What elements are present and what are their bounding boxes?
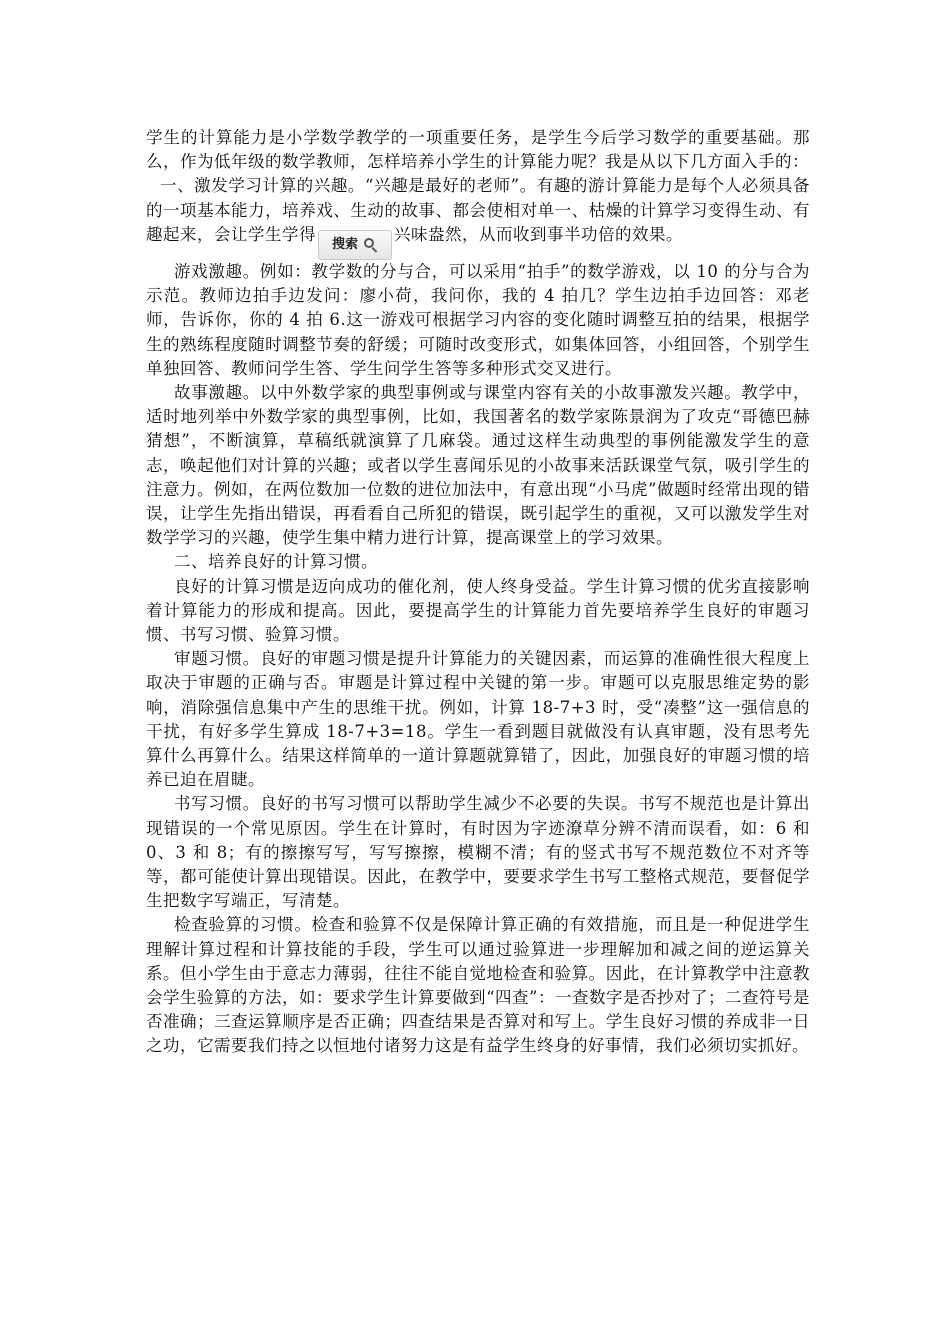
- review-paragraph: 审题习惯。良好的审题习惯是提升计算能力的关键因素，而运算的准确性很大程度上取决于审题的正确与否。审题是计算过程中关键的第一步。审题可以克服思维定势的影响，消除强信息集中产生的思维干扰。例如，计算 18-7+3 时，受“凑整”这一强信息的干扰，有好多学生算成 18-7+3=18。学生一看到题目就做没有认真审题，没有思考先算什么再算什么。结果这样简单的一道计算题就算错了，因此，加强良好的审题习惯的培养已迫在眉睫。: [146, 649, 810, 790]
- section1-paragraph: [146, 174, 810, 260]
- search-button[interactable]: [318, 230, 392, 260]
- section1-text-before: 一、激发学习计算的兴趣。“兴趣是最好的老师”。有趣的游计算能力是每个人必须具备的一项基本能力，培养戏、生动的故事、都会使相对单一、枯燥的计算学习变得生动、有趣起来，会让学生学得: [146, 176, 810, 244]
- game-paragraph: 游戏激趣。例如：教学数的分与合，可以采用“拍手”的数学游戏，以 10 的分与合为示范。教师边拍手边发问：廖小荷，我问你，我的 4 拍几？学生边拍手边回答：邓老师，告诉你，你的 4 拍 6.这一游戏可根据学习内容的变化随时调整互拍的结果，根据学生的熟练程度随时调整节奏的舒缓；可随时改变形式，如集体回答，小组回答，个别学生单独回答、教师问学生答、学生问学生答等多种形式交叉进行。: [146, 261, 810, 378]
- document-body: [146, 126, 810, 1059]
- habit-paragraph: 良好的计算习惯是迈向成功的催化剂，使人终身受益。学生计算习惯的优劣直接影响着计算能力的形成和提高。因此，要提高学生的计算能力首先要培养学生良好的审题习惯、书写习惯、验算习惯。: [146, 576, 810, 644]
- check-paragraph: 检查验算的习惯。检查和验算不仅是保障计算正确的有效措施，而且是一种促进学生理解计算过程和计算技能的手段，学生可以通过验算进一步理解加和减之间的逆运算关系。但小学生由于意志力薄弱，往往不能自觉地检查和验算。因此，在计算教学中注意教会学生验算的方法，如：要求学生计算要做到“四查”：一查数字是否抄对了；二查符号是否准确；三查运算顺序是否正确；四查结果是否算对和写上。学生良好习惯的养成非一日之功，它需要我们持之以恒地付诸努力这是有益学生终身的好事情，我们必须切实抓好。: [146, 915, 810, 1056]
- search-button-label: 搜索: [331, 236, 358, 252]
- intro-paragraph: 学生的计算能力是小学数学教学的一项重要任务，是学生今后学习数学的重要基础。那么，作为低年级的数学教师，怎样培养小学生的计算能力呢？我是从以下几方面入手的：: [146, 128, 810, 172]
- section1-text-after: 兴味盎然，从而收到事半功倍的效果。: [394, 224, 683, 244]
- story-paragraph: 故事激趣。以中外数学家的典型事例或与课堂内容有关的小故事激发兴趣。教学中，适时地列举中外数学家的典型事例，比如，我国著名的数学家陈景润为了攻克“哥德巴赫猜想”，不断演算，草稿纸就演算了几麻袋。通过这样生动典型的事例能激发学生的意志，唤起他们对计算的兴趣；或者以学生喜闻乐见的小故事来活跃课堂气氛，吸引学生的注意力。例如，在两位数加一位数的进位加法中，有意出现“小马虎”做题时经常出现的错误，让学生先指出错误，再看看自己所犯的错误，既引起学生的重视，又可以激发学生对数学学习的兴趣，使学生集中精力进行计算，提高课堂上的学习效果。: [146, 382, 810, 548]
- section2-heading: 二、培养良好的计算习惯。: [174, 552, 378, 572]
- magnifier-icon: [364, 238, 378, 252]
- writing-paragraph: 书写习惯。良好的书写习惯可以帮助学生减少不必要的失误。书写不规范也是计算出现错误的一个常见原因。学生在计算时，有时因为字迹潦草分辨不清而误看，如：6 和 0、3 和 8；有的擦擦写写，写写擦擦，模糊不清；有的竖式书写不规范数位不对齐等等，都可能使计算出现错误。因此，在教学中，要要求学生书写工整格式规范，要督促学生把数字写端正，写清楚。: [146, 794, 810, 911]
